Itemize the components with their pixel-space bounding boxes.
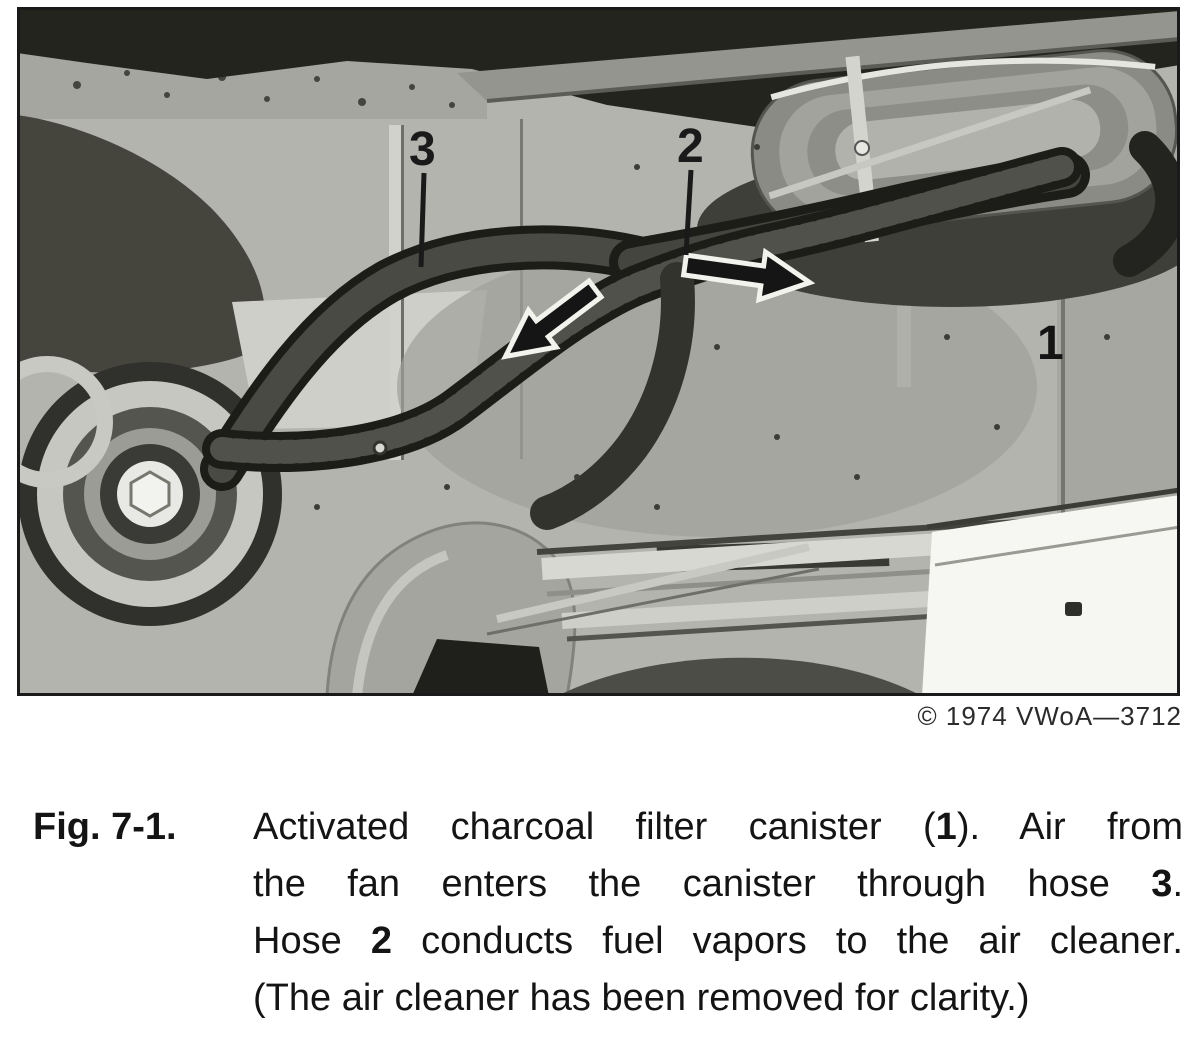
photo-credit: © 1974 VWoA—3712 [917,701,1182,731]
bracket-bolt [854,140,869,155]
callout-1-label: 1 [1037,317,1064,370]
figure-label: Fig. 7-1. [33,806,177,848]
figure-caption [33,799,1183,1027]
caption-text-segment: Hose [253,920,371,962]
caption-line [253,799,1183,856]
pulley-nut [131,472,169,516]
caption-line [253,856,1183,913]
figure-photo [17,7,1180,696]
figure-caption-text [253,799,1183,1027]
callout-2-label: 2 [677,120,704,173]
caption-bold-ref: 1 [935,806,957,848]
caption-text-segment: . [1172,863,1183,905]
caption-text-segment: (The air cleaner has been removed for clarity.) [253,977,1030,1019]
caption-text-segment: Activated charcoal filter canister ( [253,806,936,848]
caption-line [253,970,1183,1027]
caption-text-segment: conducts fuel vapors to the air cleaner. [391,920,1183,962]
caption-text-segment: the fan enters the canister through hose [253,863,1152,905]
callout-3-leader [421,173,424,267]
callout-3-label: 3 [409,123,436,176]
hose-clamp [374,442,386,454]
white-panel [922,490,1180,696]
caption-text-segment: ). Air from [956,806,1183,848]
caption-bold-ref: 3 [1151,863,1173,905]
caption-line [253,913,1183,970]
engine-photo-illustration [17,7,1180,696]
caption-bold-ref: 2 [370,920,392,962]
